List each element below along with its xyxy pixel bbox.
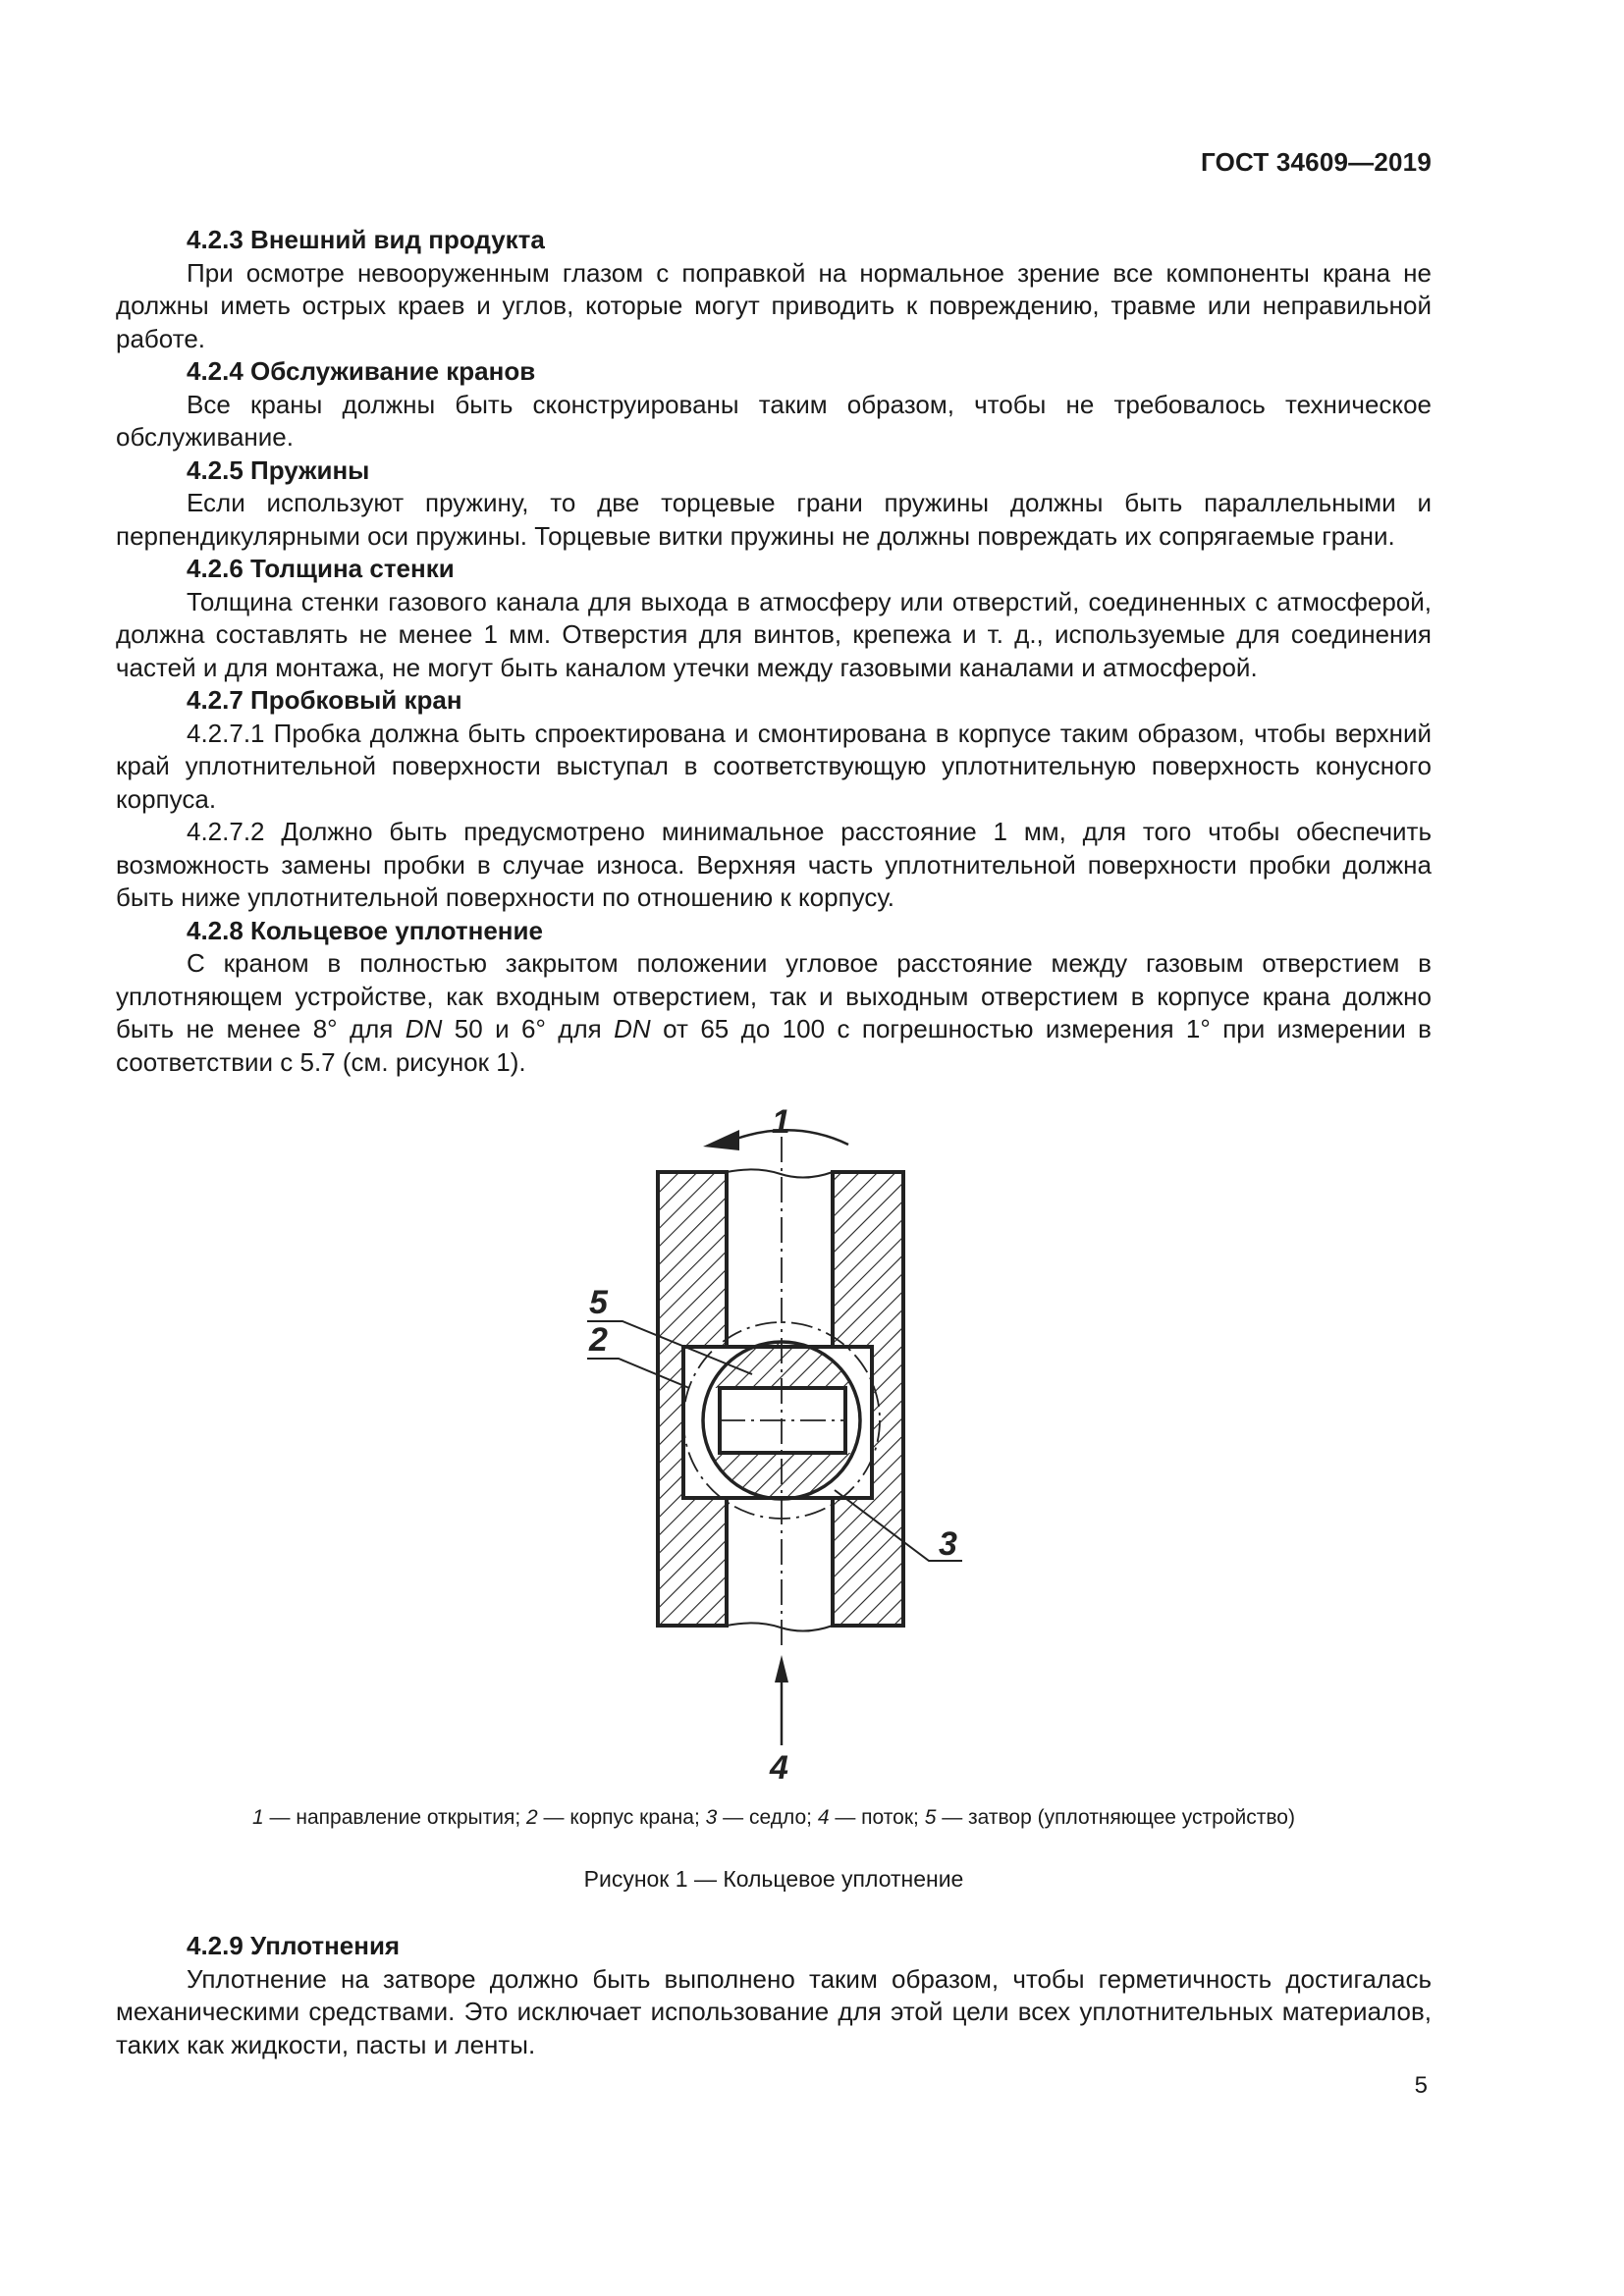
heading-4-2-5: 4.2.5 Пружины [187,454,370,485]
legend-num-2: 2 [526,1806,538,1829]
document-code: ГОСТ 34609—2019 [1201,147,1432,177]
heading-4-2-6: 4.2.6 Толщина стенки [187,554,455,583]
legend-text-2: — корпус крана; [537,1806,706,1829]
legend-text-5: — затвор (уплотняющее устройство) [936,1806,1295,1829]
section-4-2-9 [116,1930,1432,2061]
legend-num-4: 4 [817,1806,830,1829]
page-number: 5 [1414,2072,1428,2099]
paragraph-4-2-7-1: 4.2.7.1 Пробка должна быть спроектирована и смонтирована в корпусе таким образом, чтобы верхний край уплотнительной поверхности выступал в соответствующую уплотнительную поверхность конусного корпуса. [116,718,1432,814]
paragraph-4-2-8 [116,947,1432,1079]
dn-symbol: DN [614,1014,651,1043]
figure-label-1: 1 [772,1103,790,1141]
paragraph-4-2-4: Все краны должны быть сконструированы таким образом, чтобы не требовалось техническое обслуживание. [116,389,1432,452]
break-line-bottom [727,1623,833,1630]
paragraph-4-2-6: Толщина стенки газового канала для выхода в атмосферу или отверстий, соединенных с атмосферой, должна составлять не менее 1 мм. Отверстия для винтов, крепежа и т. д., используемые для соединения частей и для монтажа, не могут быть каналом утечки между газовыми каналами и атмосферой. [116,586,1432,682]
legend-num-5: 5 [924,1806,937,1829]
paragraph-4-2-3: При осмотре невооруженным глазом с поправкой на нормальное зрение все компоненты крана не должны иметь острых краев и углов, которые могут приводить к повреждению, травме или неправильной работе. [116,257,1432,353]
paragraph-4-2-8-part-c: от 65 до 100 с погрешностью измерения 1° при измерении в соответствии с 5.7 (см. рисунок 1). [116,1014,1432,1077]
legend-num-3: 3 [705,1806,718,1829]
legend-text-4: — поток; [829,1806,925,1829]
legend-num-1: 1 [252,1806,264,1829]
heading-4-2-3: 4.2.3 Внешний вид продукта [187,225,545,254]
main-text [116,224,1432,1079]
figure-label-4: 4 [770,1749,788,1787]
break-line-top [727,1169,833,1177]
heading-4-2-8: 4.2.8 Кольцевое уплотнение [187,915,543,945]
paragraph-4-2-5: Если используют пружину, то две торцевые грани пружины должны быть параллельными и перпендикулярными оси пружины. Торцевые витки пружины не должны повреждать их сопрягаемые грани. [116,488,1432,551]
ring-seal-drawing [589,1097,1001,1787]
paragraph-4-2-9: Уплотнение на затворе должно быть выполнено таким образом, чтобы герметичность достигалась механическими средствами. Это исключает использование для этой цели всех уплотнительных материалов, таких как жидкости, пасты и ленты. [116,1963,1432,2059]
figure-ring-seal [589,1097,1001,1787]
figure-label-2: 2 [589,1321,608,1359]
heading-4-2-4: 4.2.4 Обслуживание кранов [187,356,536,386]
rotation-arrow [736,1130,848,1145]
legend-text-1: — направление открытия; [263,1806,527,1829]
heading-4-2-7: 4.2.7 Пробковый кран [187,685,462,715]
paragraph-4-2-8-part-a: С краном в полностью закрытом положении угловое расстояние между газовым отверстием в уплотняющем устройстве, как входным отверстием, так и выходным отверстием в корпусе крана должно быть не менее 8° для [116,948,1432,1043]
flow-arrowhead [775,1655,788,1682]
dn-symbol: DN [405,1014,443,1043]
figure-legend [116,1804,1432,1832]
rotation-arrowhead [703,1130,739,1150]
figure-label-5: 5 [589,1284,608,1321]
legend-text-3: — седло; [717,1806,818,1829]
paragraph-4-2-8-part-b: 50 и 6° для [442,1014,615,1043]
body-left-wall [658,1172,727,1626]
figure-label-3: 3 [939,1525,957,1563]
paragraph-4-2-7-2: 4.2.7.2 Должно быть предусмотрено минимальное расстояние 1 мм, для того чтобы обеспечить возможность замены пробки в случае износа. Верхняя часть уплотнительной поверхности пробки должна быть ниже уплотнительной поверхности по отношению к корпусу. [116,817,1432,912]
figure-caption: Рисунок 1 — Кольцевое уплотнение [583,1866,964,1892]
heading-4-2-9: 4.2.9 Уплотнения [187,1931,401,1960]
